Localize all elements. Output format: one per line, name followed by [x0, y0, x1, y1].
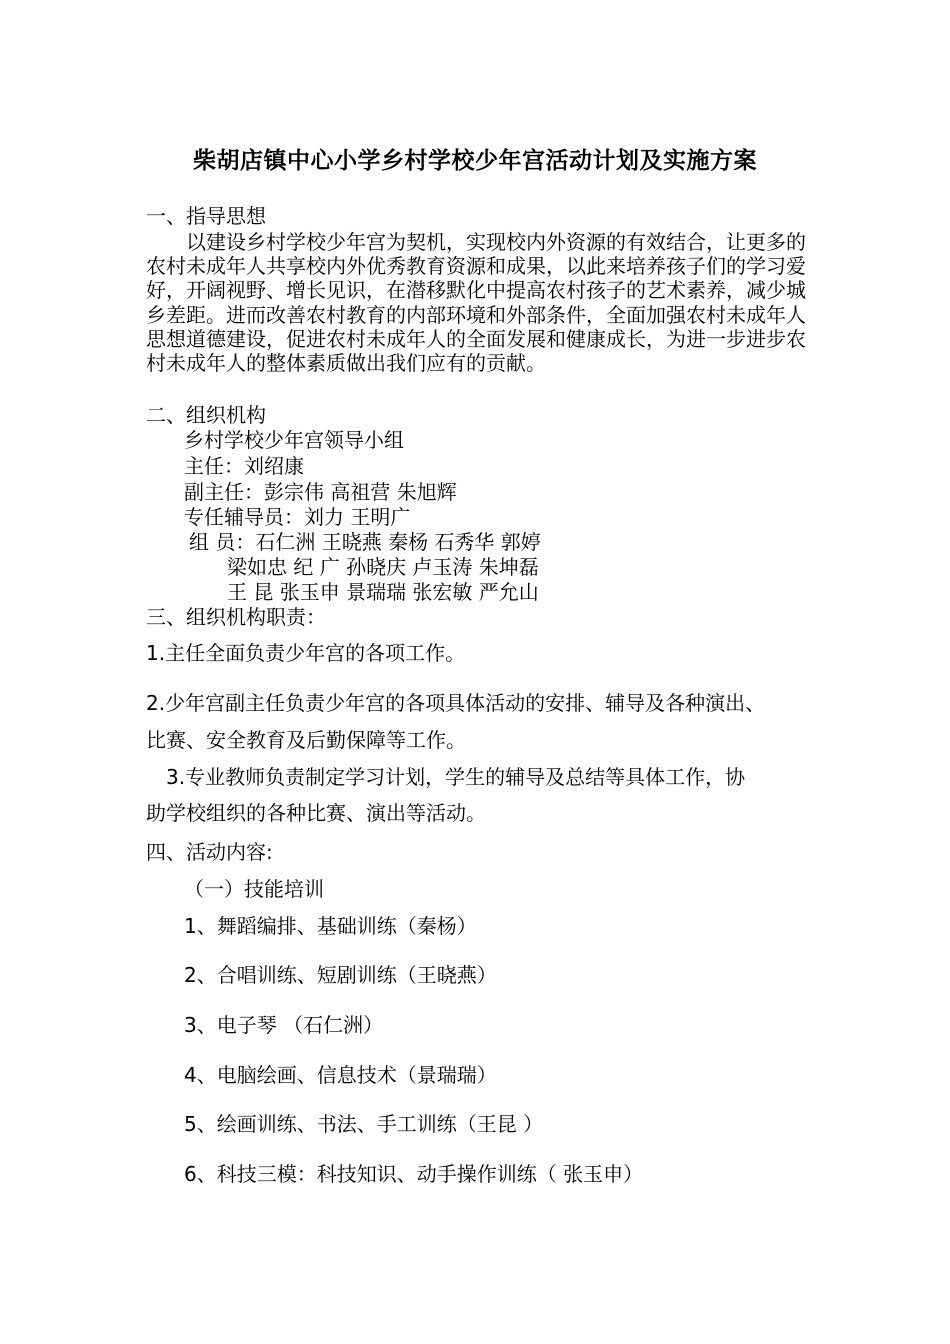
- duty-item: 2.少年宫副主任负责少年宫的各项具体活动的安排、辅导及各种演出、: [146, 691, 766, 715]
- section-heading-duties: 三、组织机构职责：: [146, 605, 326, 629]
- guiding-ideology-paragraph: 以建设乡村学校少年宫为契机，实现校内外资源的有效结合，让更多的农村未成年人共享校内外优秀教育资源和成果，以此来培养孩子们的学习爱好，开阔视野、增长见识，在潜移默化中提高农村孩子的艺术素养，减少城乡差距。进而改善农村教育的内部环境和外部条件，全面加强农村未成年人思想道德建设，促进农村未成年人的全面发展和健康成长，为进一步进步农村未成年人的整体素质做出我们应有的贡献。: [146, 230, 806, 376]
- document-title: 柴胡店镇中心小学乡村学校少年宫活动计划及实施方案: [193, 148, 757, 174]
- activity-item: 4、电脑绘画、信息技术（景瑞瑞）: [184, 1063, 497, 1087]
- director-line: 主任：刘绍康: [184, 454, 304, 478]
- section-heading-activities: 四、活动内容:: [146, 840, 273, 864]
- activity-item: 1、舞蹈编排、基础训练（秦杨）: [184, 914, 477, 938]
- members-line: 王 昆 张玉申 景瑞瑞 张宏敏 严允山: [227, 580, 539, 604]
- activity-item: 5、绘画训练、书法、手工训练（王昆 ）: [184, 1112, 544, 1136]
- tutors-line: 专任辅导员：刘力 王明广: [184, 505, 411, 529]
- members-line: 梁如忠 纪 广 孙晓庆 卢玉涛 朱坤磊: [227, 555, 539, 579]
- activity-item: 6、科技三模：科技知识、动手操作训练（ 张玉申）: [184, 1162, 644, 1186]
- duty-item-continuation: 比赛、安全教育及后勤保障等工作。: [146, 728, 466, 752]
- section-heading-guiding-ideology: 一、指导思想: [146, 204, 266, 228]
- duty-item: 3.专业教师负责制定学习计划，学生的辅导及总结等具体工作，协: [166, 765, 746, 789]
- activity-item: 3、电子琴 （石仁洲）: [184, 1013, 384, 1037]
- members-line: 组 员：石仁洲 王晓燕 秦杨 石秀华 郭婷: [189, 530, 541, 554]
- vice-directors-line: 副主任：彭宗伟 高祖营 朱旭辉: [184, 480, 457, 504]
- duty-item: 1.主任全面负责少年宫的各项工作。: [146, 641, 466, 665]
- section-heading-organization: 二、组织机构: [146, 403, 266, 427]
- activity-item: 2、合唱训练、短剧训练（王晓燕）: [184, 963, 497, 987]
- duty-item-continuation: 助学校组织的各种比赛、演出等活动。: [146, 801, 486, 825]
- leadership-group-name: 乡村学校少年宫领导小组: [184, 428, 404, 452]
- activities-subheading: （一）技能培训: [184, 877, 324, 901]
